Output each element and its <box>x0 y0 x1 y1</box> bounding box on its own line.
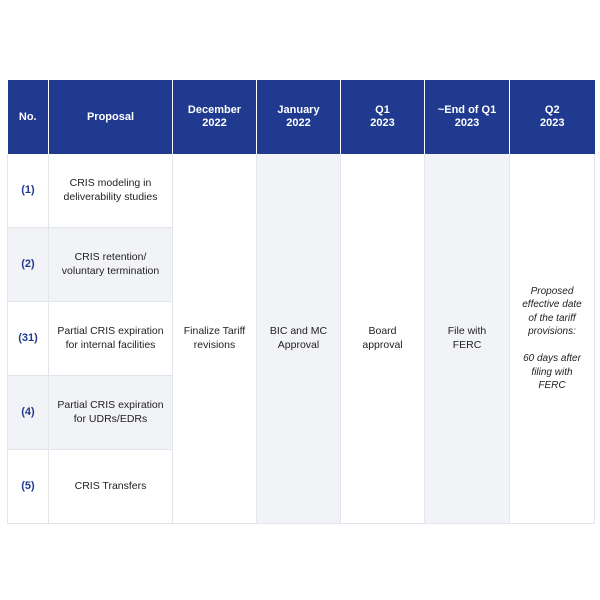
proposal-line: Partial CRIS expiration <box>57 325 164 337</box>
row-number: (4) <box>8 376 49 450</box>
header-text-line: 2023 <box>370 117 395 129</box>
schedule-table <box>7 80 595 524</box>
proposal-line: CRIS Transfers <box>74 479 147 492</box>
proposal-line: deliverability studies <box>63 190 158 203</box>
header-end-q1-2023 <box>425 80 510 154</box>
timeline-line: effective date <box>522 299 582 310</box>
proposal-line: for UDRs/EDRs <box>73 412 148 425</box>
proposal-line: Partial CRIS expiration <box>57 399 164 411</box>
header-text-line: 2022 <box>286 117 311 129</box>
timeline-line: approval <box>362 338 403 351</box>
proposal-cell <box>49 228 173 302</box>
timeline-line: of the tariff <box>528 312 576 324</box>
header-row <box>8 80 595 154</box>
proposal-line: for internal facilities <box>65 338 156 351</box>
december-2022-cell <box>173 154 257 524</box>
timeline-line: provisions: <box>528 326 576 337</box>
proposal-line: CRIS retention/ <box>74 251 147 263</box>
timeline-line: Approval <box>277 338 320 351</box>
header-text-line: Q1 <box>375 104 390 116</box>
q2-2023-cell <box>510 154 595 524</box>
proposal-cell <box>49 376 173 450</box>
header-december-2022 <box>173 80 257 154</box>
header-q1-2023 <box>341 80 425 154</box>
header-january-2022 <box>257 80 341 154</box>
row-number: (31) <box>8 302 49 376</box>
timeline-line: Finalize Tariff <box>183 325 246 337</box>
header-text-line: December <box>187 104 242 116</box>
proposal-line: CRIS modeling in <box>69 177 152 189</box>
proposal-line: voluntary termination <box>61 264 160 277</box>
header-text-line: January <box>277 104 320 116</box>
q1-2023-cell <box>341 154 425 524</box>
header-text-line: 2023 <box>540 117 565 129</box>
row-number: (5) <box>8 450 49 524</box>
timeline-line: filing with <box>531 366 573 378</box>
timeline-line: FERC <box>452 338 482 351</box>
timeline-line: File with <box>447 325 487 337</box>
proposal-cell <box>49 450 173 524</box>
proposal-cell <box>49 154 173 228</box>
header-q2-2023 <box>510 80 595 154</box>
header-no: No. <box>8 80 49 154</box>
timeline-line: FERC <box>538 380 566 391</box>
timeline-spacer <box>515 339 589 353</box>
header-text-line: Q2 <box>544 104 560 116</box>
timeline-line: Board <box>368 325 397 337</box>
timeline-line: revisions <box>193 338 236 351</box>
header-text-line: 2023 <box>454 117 480 129</box>
row-number: (1) <box>8 154 49 228</box>
header-proposal: Proposal <box>49 80 173 154</box>
timeline-line: BIC and MC <box>269 325 328 337</box>
timeline-line: Proposed <box>530 285 574 297</box>
timeline-line: 60 days after <box>523 353 581 364</box>
proposal-cell <box>49 302 173 376</box>
header-text-line: 2022 <box>202 117 227 129</box>
end-q1-2023-cell <box>425 154 510 524</box>
header-text-line: ~End of Q1 <box>437 104 497 116</box>
january-2022-cell <box>257 154 341 524</box>
table-row <box>8 154 595 228</box>
row-number: (2) <box>8 228 49 302</box>
